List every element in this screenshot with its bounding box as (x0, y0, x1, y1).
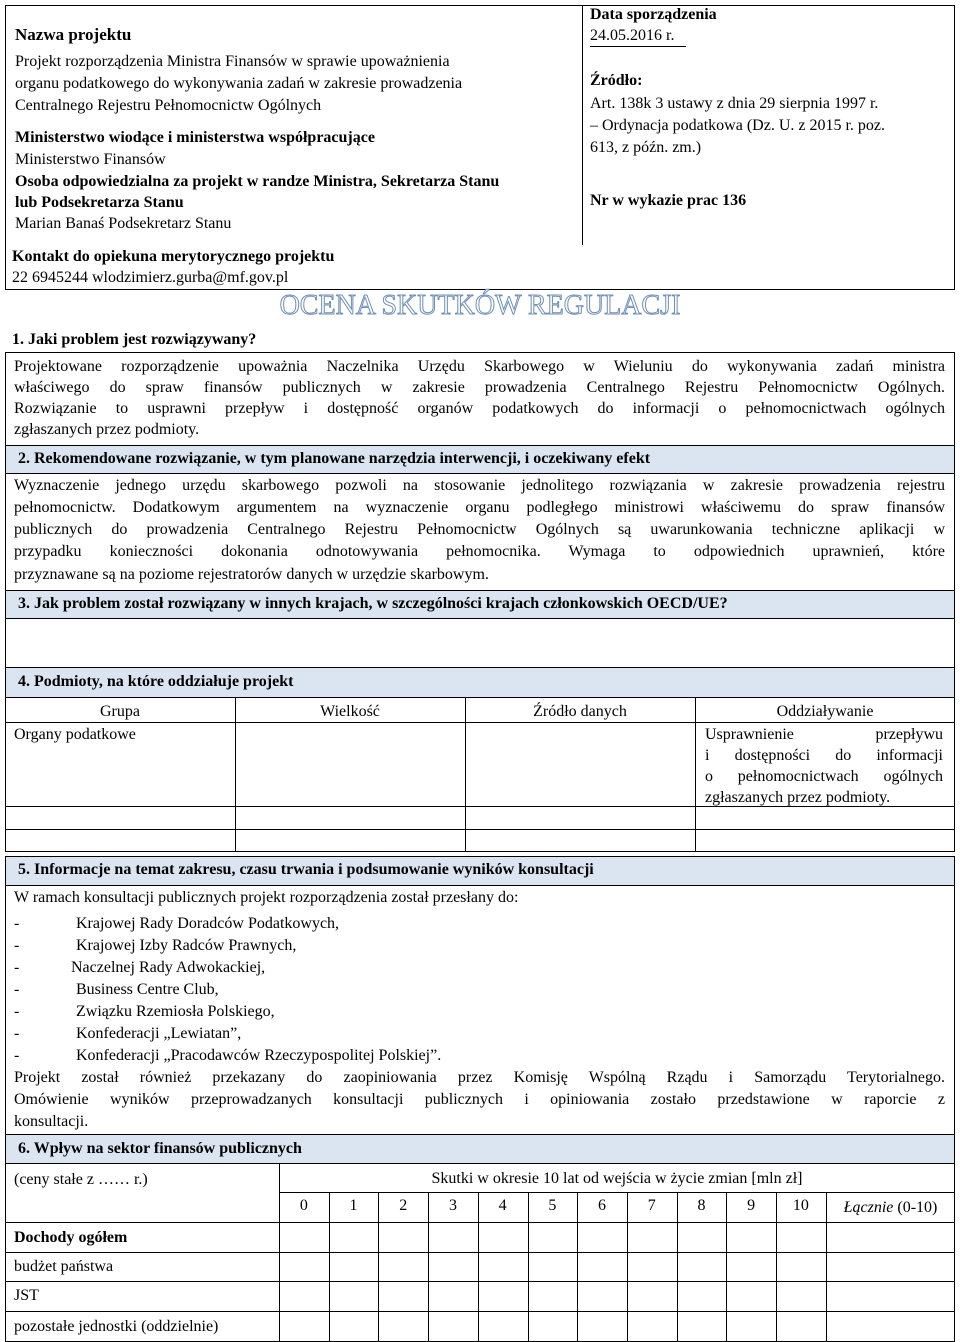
section2-line-4: przypadku konieczności dokonania odnotowywania pełnomocnika. Wymaga to odpowiednich uprawnień, które (14, 543, 945, 560)
s6-row-dochody: Dochody ogółem (14, 1229, 128, 1246)
section3-title: 3. Jak problem został rozwiązany w innych krajach, w szczególności krajach członkowskich OECD/UE? (18, 595, 728, 612)
osoba-value: Marian Banaś Podsekretarz Stanu (15, 215, 232, 232)
s5-bullet-1: - (14, 915, 20, 932)
s6-row-pozostale: pozostałe jednostki (oddzielnie) (14, 1318, 219, 1335)
s4-row1-odd-line-1: Usprawnienie przepływu (705, 726, 943, 743)
zrodlo-label: Źródło: (590, 72, 643, 89)
section2-line-3: publicznych do prowadzenia Centralnego Rejestru Pełnomocnictw Ogólnych są uwarunkowania techniczne aplikacji w (14, 521, 945, 538)
s5-bullet-5: - (14, 1003, 20, 1020)
s4-row1-odd-line-3: o pełnomocnictwach ogólnych (705, 768, 943, 785)
section1-line-4: zgłaszanych przez podmioty. (14, 421, 200, 438)
s6-year-9: 9 (747, 1197, 756, 1214)
section2-line-1: Wyznaczenie jednego urzędu skarbowego pozwoli na stosowanie jednolitego rozwiązania w zakresie prowadzenia rejestru (14, 477, 945, 494)
s6-hline-row2 (5, 1281, 955, 1282)
s4-row1-grupa: Organy podatkowe (14, 726, 136, 743)
s4-row1-odd-line-2: i dostępności do informacji (705, 747, 943, 764)
nazwa-projektu-label: Nazwa projektu (15, 25, 132, 44)
section2-line-2: pełnomocnictw. Dodatkowym argumentem na wyznaczenie organu podległego ministrowi właściwemu do spraw finansów (14, 499, 945, 516)
section3-body (5, 618, 955, 668)
s6-lacznie-italic: Łącznie (843, 1199, 894, 1216)
nazwa-projektu-line-2: organu podatkowego do wykonywania zadań w zakresie prowadzenia (15, 75, 463, 92)
s5-recipient-2: Krajowej Izby Radców Prawnych, (76, 937, 297, 954)
s5-recipient-3: Naczelnej Rady Adwokackiej, (71, 959, 266, 976)
s6-hline-row1 (5, 1252, 955, 1253)
s4-header-zrodlo: Źródło danych (533, 703, 627, 720)
s6-year-0: 0 (299, 1197, 308, 1214)
s4-header-grupa: Grupa (100, 703, 140, 720)
s6-ceny: (ceny stałe z …… r.) (14, 1171, 148, 1188)
s6-year-2: 2 (399, 1197, 408, 1214)
s5-closing-line-3: konsultacji. (14, 1113, 89, 1130)
kontakt-value: 22 6945244 wlodzimierz.gurba@mf.gov.pl (12, 269, 289, 286)
s6-lacznie-rest: (0-10) (893, 1199, 938, 1216)
s5-bullet-7: - (14, 1047, 20, 1064)
zrodlo-line-3: 613, z późn. zm.) (590, 139, 702, 156)
zrodlo-line-1: Art. 138k 3 ustawy z dnia 29 sierpnia 1997 r. (590, 95, 879, 112)
kontakt-label: Kontakt do opiekuna merytorycznego projektu (12, 248, 335, 265)
section5-title: 5. Informacje na temat zakresu, czasu trwania i podsumowanie wyników konsultacji (18, 861, 594, 878)
data-sporzadzenia-label: Data sporządzenia (590, 6, 717, 23)
s5-recipient-1: Krajowej Rady Doradców Podatkowych, (76, 915, 340, 932)
s4-header-wielkosc: Wielkość (320, 703, 380, 720)
s6-lacznie-header (826, 1199, 955, 1217)
osoba-label-line-2: lub Podsekretarza Stanu (15, 194, 184, 211)
section1-line-3: Rozwiązanie to usprawni przepływ i dostępność organów podatkowych do informacji o pełnomocnictwach ogólnych (14, 400, 945, 417)
s4-row-line-3 (5, 829, 955, 830)
s6-year-7: 7 (647, 1197, 656, 1214)
osoba-label-line-1: Osoba odpowiedzialna za projekt w randze Ministra, Sekretarza Stanu (15, 173, 500, 190)
section6-title: 6. Wpływ na sektor finansów publicznych (18, 1140, 302, 1157)
s6-year-5: 5 (548, 1197, 557, 1214)
s6-hline-skutki (279, 1192, 955, 1193)
section1-title: 1. Jaki problem jest rozwiązywany? (12, 331, 257, 348)
s6-year-10: 10 (792, 1197, 809, 1214)
s5-recipient-5: Związku Rzemiosła Polskiego, (76, 1003, 275, 1020)
s5-bullet-4: - (14, 981, 20, 998)
ministerstwa-label: Ministerstwo wiodące i ministerstwa współpracujące (15, 129, 375, 146)
s6-row-jst: JST (14, 1287, 39, 1304)
s4-header-oddzialywanie: Oddziaływanie (776, 703, 874, 720)
s5-recipient-4: Business Centre Club, (76, 981, 219, 998)
s5-recipient-6: Konfederacji „Lewiatan”, (76, 1025, 242, 1042)
s6-year-4: 4 (498, 1197, 507, 1214)
s6-year-3: 3 (448, 1197, 457, 1214)
data-sporzadzenia-value: 24.05.2016 r. (590, 27, 675, 44)
zrodlo-line-2: – Ordynacja podatkowa (Dz. U. z 2015 r. poz. (590, 117, 886, 134)
s5-recipient-7: Konfederacji „Pracodawców Rzeczypospolitej Polskiej”. (76, 1047, 442, 1064)
ministerstwo-value: Ministerstwo Finansów (15, 151, 166, 168)
section2-line-5: przyznawane są na poziome rejestratorów danych w urzędzie skarbowym. (14, 566, 489, 583)
s5-bullet-2: - (14, 937, 20, 954)
s6-skutki-header: Skutki w okresie 10 lat od wejścia w życie zmian [mln zł] (431, 1170, 803, 1187)
header-divider (582, 5, 583, 245)
section1-line-2: właściwego do spraw finansów publicznych w zakresie prowadzenia Centralnego Rejestru Pełnomocnictw Ogólnych. (14, 379, 945, 396)
s6-hline-row3 (5, 1311, 955, 1312)
s5-closing-line-1: Projekt został również przekazany do zaopiniowania przez Komisję Wspólną Rządu i Samorządu Terytorialnego. (14, 1069, 945, 1086)
s5-bullet-6: - (14, 1025, 20, 1042)
s5-closing-line-2: Omówienie wyników przeprowadzanych konsultacji publicznych i opiniowania zostało przedstawione w raporcie z (14, 1091, 945, 1108)
section2-title: 2. Rekomendowane rozwiązanie, w tym planowane narzędzia interwencji, i oczekiwany efekt (18, 450, 651, 467)
osr-title: OCENA SKUTKÓW REGULACJI (279, 290, 681, 321)
s4-row1-odd-line-4: zgłaszanych przez podmioty. (705, 789, 891, 806)
s6-year-1: 1 (349, 1197, 358, 1214)
nr-wykazu: Nr w wykazie prac 136 (590, 192, 747, 209)
section1-line-1: Projektowane rozporządzenie upoważnia Naczelnika Urzędu Skarbowego w Wieluniu do wykonywania zadań ministra (14, 358, 945, 375)
nazwa-projektu-line-1: Projekt rozporządzenia Ministra Finansów w sprawie upoważnienia (15, 53, 450, 70)
s6-year-8: 8 (697, 1197, 706, 1214)
s6-row-budzet: budżet państwa (14, 1258, 114, 1275)
s4-row-line-1 (5, 722, 955, 723)
section5-intro: W ramach konsultacji publicznych projekt rozporządzenia został przesłany do: (14, 889, 519, 906)
date-underline (590, 46, 686, 47)
s5-bullet-3: - (14, 959, 20, 976)
nazwa-projektu-line-3: Centralnego Rejestru Pełnomocnictw Ogólnych (15, 97, 322, 114)
s6-hline-years (5, 1222, 955, 1223)
section4-title: 4. Podmioty, na które oddziałuje projekt (18, 673, 294, 690)
s6-year-6: 6 (598, 1197, 607, 1214)
